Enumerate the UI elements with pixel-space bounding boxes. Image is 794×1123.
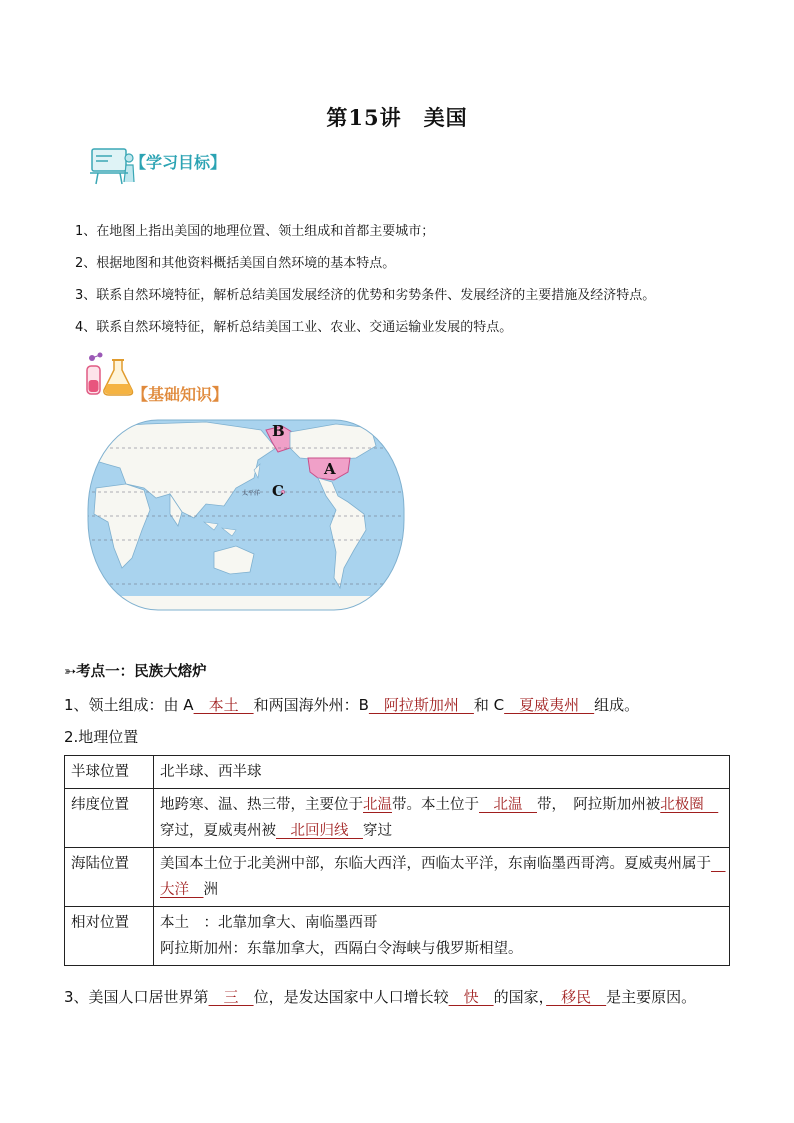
answer-tropic-cancer: 北回归线 bbox=[276, 823, 363, 839]
relative-value bbox=[154, 907, 730, 966]
objectives-header: 【学习目标】 bbox=[130, 153, 227, 172]
objective-4: 4、联系自然环境特征，解析总结美国工业、农业、交通运输业发展的特点。 bbox=[75, 320, 513, 335]
latitude-text-4: 穿过，夏威夷州被 bbox=[160, 823, 276, 839]
land-sea-head: 海陆位置 bbox=[65, 848, 154, 907]
q3-text-3: 的国家， bbox=[493, 988, 547, 1006]
q3-text-1: 3、美国人口居世界第 bbox=[64, 988, 209, 1006]
answer-immigration: 移民 bbox=[546, 988, 607, 1006]
world-map bbox=[86, 418, 406, 612]
latitude-head: 纬度位置 bbox=[65, 789, 154, 848]
page-title: 第15讲 美国 bbox=[326, 105, 468, 130]
map-label-b: B bbox=[272, 422, 285, 440]
relative-line-1: 本土 ：北靠加拿大、南临墨西哥 bbox=[160, 915, 378, 931]
latitude-text-3: 带， 阿拉斯加州被 bbox=[537, 797, 661, 813]
map-label-a: A bbox=[324, 460, 336, 478]
answer-hawaii: 夏威夷州 bbox=[504, 696, 595, 714]
land-sea-text-1: 美国本土位于北美洲中部，东临大西洋，西临太平洋，东南临墨西哥湾。夏威夷州属于 bbox=[160, 856, 711, 872]
table-row bbox=[65, 756, 730, 789]
land-sea-value bbox=[154, 848, 730, 907]
q1-mid2: 和 C bbox=[473, 696, 505, 714]
q1-suffix: 组成。 bbox=[594, 696, 640, 714]
table-row bbox=[65, 789, 730, 848]
location-heading: 2.地理位置 bbox=[64, 728, 139, 746]
basics-header: 【基础知识】 bbox=[132, 385, 229, 404]
objective-1: 1、在地图上指出美国的地理位置、领土组成和首都主要城市； bbox=[75, 224, 435, 239]
table-row bbox=[65, 907, 730, 966]
answer-mainland: 本土 bbox=[193, 696, 254, 714]
answer-alaska: 阿拉斯加州 bbox=[368, 696, 474, 714]
latitude-value bbox=[154, 789, 730, 848]
hemisphere-head: 半球位置 bbox=[65, 756, 154, 789]
land-sea-text-2: 洲 bbox=[203, 882, 218, 898]
q3-text-4: 是主要原因。 bbox=[606, 988, 697, 1006]
answer-mainland-zone: 北温 bbox=[479, 797, 537, 813]
answer-north-temperate: 北温 bbox=[363, 797, 392, 813]
map-ocean-label: 太平洋 bbox=[242, 490, 261, 497]
q3-text-2: 位，是发达国家中人口增长较 bbox=[253, 988, 449, 1006]
objective-3: 3、联系自然环境特征，解析总结美国发展经济的优势和劣势条件、发展经济的主要措施及经济特点。 bbox=[75, 288, 656, 303]
answer-oceania: 大洋 bbox=[160, 856, 726, 898]
map-label-c: C bbox=[272, 482, 284, 500]
latitude-text-5: 穿过 bbox=[363, 823, 392, 839]
q1-prefix: 1、领土组成：由 A bbox=[64, 696, 194, 714]
relative-head: 相对位置 bbox=[65, 907, 154, 966]
table-row bbox=[65, 848, 730, 907]
relative-line-2: 阿拉斯加州：东靠加拿大，西隔白令海峡与俄罗斯相望。 bbox=[160, 941, 523, 957]
location-table bbox=[64, 755, 730, 966]
answer-third: 三 bbox=[208, 988, 254, 1006]
latitude-text-2: 带。本土位于 bbox=[392, 797, 479, 813]
q1-mid1: 和两国海外州：B bbox=[253, 696, 369, 714]
point-heading: ➳考点一：民族大熔炉 bbox=[64, 664, 207, 680]
flask-icon bbox=[84, 352, 136, 398]
hemisphere-value: 北半球、西半球 bbox=[154, 756, 730, 789]
population-line bbox=[64, 986, 696, 1007]
territory-line bbox=[64, 694, 639, 715]
latitude-text-1: 地跨寒、温、热三带，主要位于 bbox=[160, 797, 363, 813]
objective-2: 2、根据地图和其他资料概括美国自然环境的基本特点。 bbox=[75, 256, 396, 271]
answer-fast: 快 bbox=[448, 988, 494, 1006]
answer-arctic-circle: 北极圈 bbox=[660, 797, 719, 813]
